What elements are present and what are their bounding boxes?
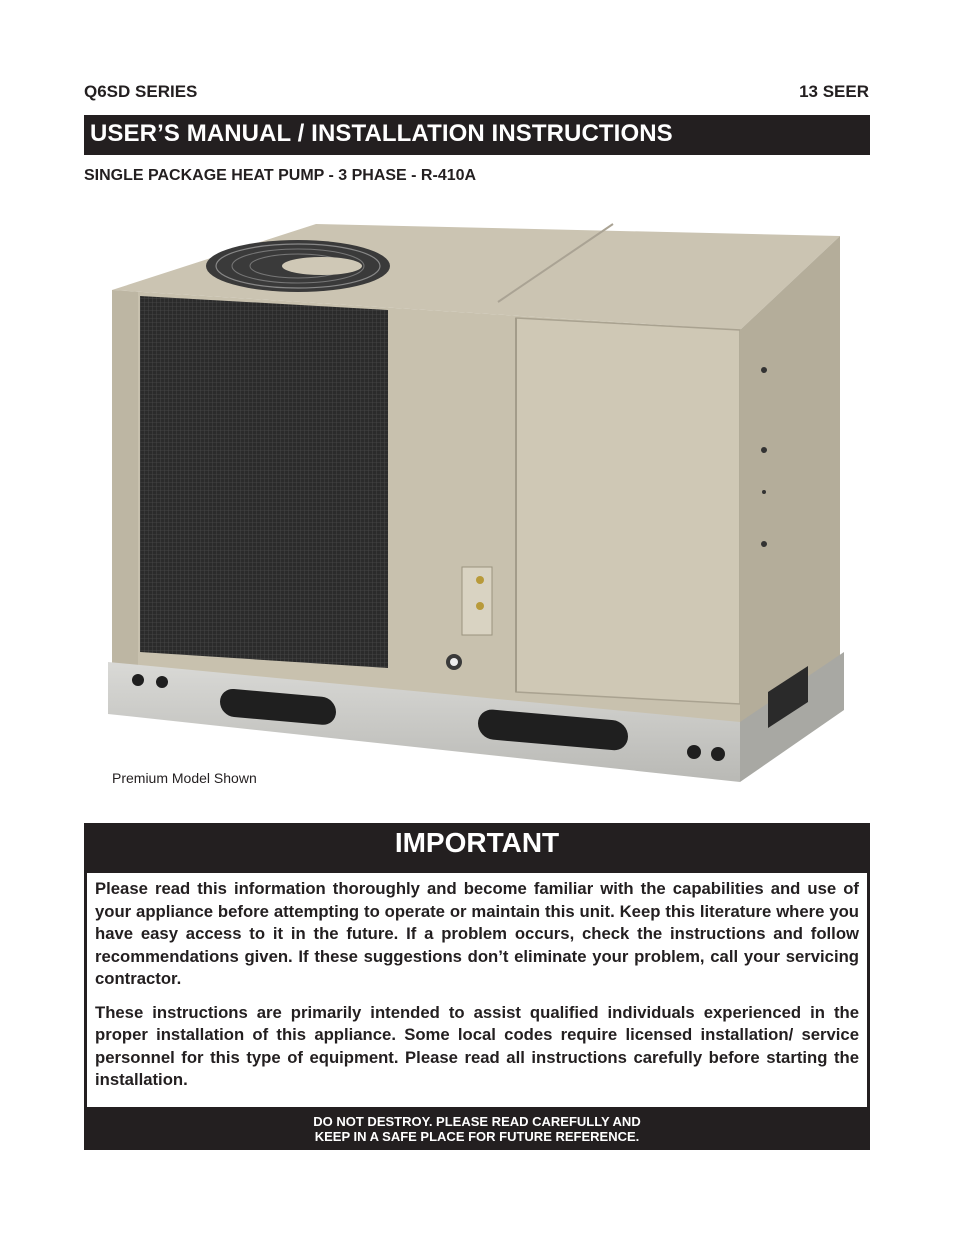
footer-line-2: KEEP IN A SAFE PLACE FOR FUTURE REFERENCE.	[314, 1129, 640, 1144]
page-subtitle: SINGLE PACKAGE HEAT PUMP - 3 PHASE - R-410A	[84, 167, 477, 184]
important-paragraph-2: These instructions are primarily intended to assist qualified individuals experienced in the proper installation of this appliance. Some local codes require licensed installation/ service personnel for this type of equipment. Please read all instructions carefully before starting the installation.	[95, 1002, 859, 1089]
important-heading: IMPORTANT	[394, 827, 560, 858]
series-label: Q6SD SERIES	[84, 82, 198, 101]
condenser-grille	[140, 296, 388, 668]
figure-caption: Premium Model Shown	[112, 770, 257, 786]
footer-line-1: DO NOT DESTROY. PLEASE READ CAREFULLY AND	[313, 1114, 641, 1129]
important-paragraph-1: Please read this information thoroughly and become familiar with the capabilities and use of your appliance before attempting to operate or maintain this unit. Keep this literature where you have easy access to it in the future. If a problem occurs, check the instructions and follow recommendations given. If these suggestions don’t eliminate your problem, call your servicing contractor.	[95, 879, 859, 988]
important-footer	[84, 1114, 870, 1144]
seer-rating: 13 SEER	[799, 82, 869, 101]
title-bar	[84, 115, 870, 155]
fan-icon	[206, 240, 390, 292]
heat-pump-unit-image	[108, 222, 844, 782]
important-notice	[84, 823, 870, 1150]
service-ports	[462, 567, 492, 635]
page-title: USER’S MANUAL / INSTALLATION INSTRUCTIONS	[90, 120, 673, 147]
important-body	[87, 873, 867, 1107]
